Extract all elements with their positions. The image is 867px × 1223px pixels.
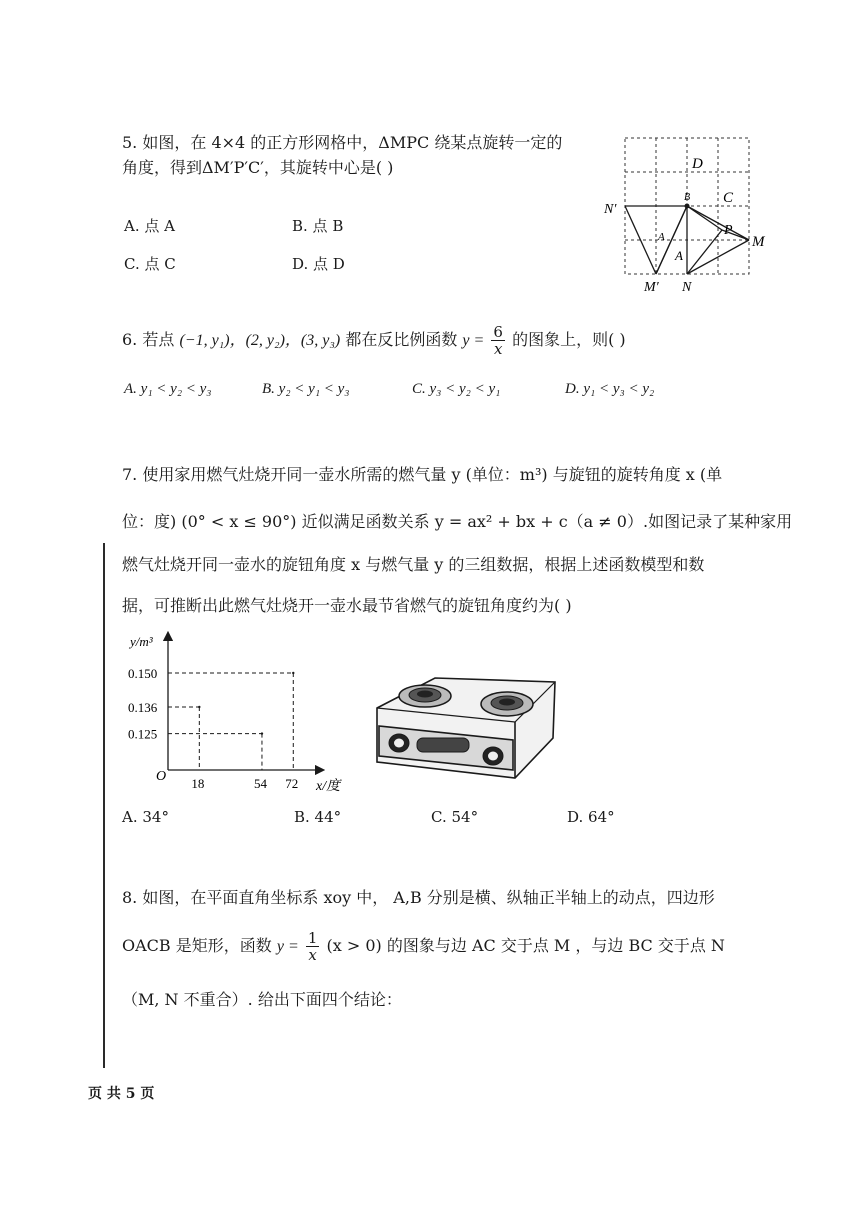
q5-label-nprime: N′ (604, 202, 617, 217)
page-footer: 页 共 5 页 (88, 1086, 155, 1102)
q7-line4: 据，可推断出此燃气灶烧开一壶水最节省燃气的旋钮角度约为( ) (122, 596, 572, 615)
q6-prefix: 6. 若点 (122, 330, 175, 349)
q5-label-n: N (682, 280, 692, 295)
q5-option-c: C. 点 C (124, 255, 176, 273)
q8-line2-prefix: OACB 是矩形，函数 (122, 936, 272, 955)
q7-data-point (292, 672, 294, 674)
q6-mid: 都在反比例函数 (345, 330, 458, 349)
q8-func-lhs: y = (276, 938, 299, 955)
q7-x-label: x/度 (316, 779, 341, 794)
q5-label-a: A (675, 248, 683, 263)
q6-func-lhs: y = (462, 332, 485, 349)
q7-data-point (261, 732, 263, 734)
q5-line1: 5. 如图，在 4×4 的正方形网格中，ΔMPC 绕某点旋转一定的 (122, 133, 563, 152)
q8-line3: （M, N 不重合）. 给出下面四个结论： (122, 990, 402, 1009)
q7-chart (120, 628, 360, 800)
q5-label-b: B (684, 192, 691, 203)
q7-y-tick-label: 0.125 (128, 726, 158, 742)
q7-data-point (198, 706, 200, 708)
q6-option-b: B. y₂ < y₁ < y₃ (262, 381, 350, 397)
q5-label-d: D (692, 156, 703, 172)
q7-option-a: A. 34° (122, 808, 169, 826)
gas-stove-illustration (365, 670, 565, 785)
q5-grid-figure (600, 130, 780, 300)
binding-margin-line (103, 543, 105, 1068)
q7-origin: O (156, 769, 167, 784)
q6-fraction (491, 324, 505, 358)
q7-line1: 7. 使用家用燃气灶烧开同一壶水所需的燃气量 y (单位：m³) 与旋钮的旋转角度 x (单 (122, 465, 723, 484)
q5-rotation-point (685, 204, 690, 209)
q6-option-c: C. y₃ < y₂ < y₁ (412, 381, 501, 397)
q7-option-d: D. 64° (567, 808, 615, 826)
q8-frac-den: x (308, 946, 317, 964)
q7-line3: 燃气灶烧开同一壶水的旋钮角度 x 与燃气量 y 的三组数据，根据上述函数模型和数 (122, 555, 705, 574)
left-burner-icon (399, 685, 451, 707)
q8-line2 (122, 928, 725, 965)
q7-x-tick-label: 54 (253, 776, 267, 791)
q6-frac-den: x (493, 340, 503, 358)
q8-line1: 8. 如图，在平面直角坐标系 xoy 中， A,B 分别是横、纵轴正半轴上的动点，四边形 (122, 888, 715, 907)
q5-label-mprime: M′ (644, 280, 659, 295)
q5-label-c: C (723, 190, 734, 206)
q7-y-tick-label: 0.136 (128, 699, 158, 715)
q5-label-p: P (724, 223, 733, 238)
q7-x-tick-label: 18 (191, 776, 205, 791)
q7-option-c: C. 54° (431, 808, 479, 826)
right-burner-icon (481, 692, 533, 716)
q7-line2: 位：度) (0° < x ≤ 90°) 近似满足函数关系 y = ax² + bx + c（a ≠ 0）.如图记录了某种家用 (122, 512, 793, 531)
q6-option-a: A. y₁ < y₂ < y₃ (124, 381, 212, 397)
q5-option-d: D. 点 D (292, 255, 345, 273)
q5-line2: 角度，得到ΔM′P′C′，其旋转中心是( ) (122, 158, 394, 177)
q7-y-ticks (128, 666, 158, 742)
q7-guides (168, 672, 294, 770)
q8-line2-suffix: (x > 0) 的图象与边 AC 交于点 M ，与边 BC 交于点 N (326, 936, 725, 955)
q7-option-b: B. 44° (294, 808, 342, 826)
q7-y-tick-label: 0.150 (128, 666, 158, 681)
q6-stem (122, 323, 626, 358)
q6-suffix: 的图象上，则( ) (512, 330, 626, 349)
q5-label-a-small: A (658, 231, 665, 243)
q5-label-m: M (752, 234, 765, 250)
q5-option-b: B. 点 B (292, 217, 344, 235)
q8-frac-num: 1 (307, 928, 318, 947)
q7-y-label: y/m³ (130, 634, 153, 649)
q6-frac-num: 6 (493, 322, 503, 341)
q7-x-tick-label: 72 (285, 776, 299, 791)
q8-fraction (306, 930, 320, 964)
q7-x-ticks (191, 776, 298, 791)
q6-points: (−1, y₁)，(2, y₂)，(3, y₃) (179, 332, 341, 349)
q5-option-a: A. 点 A (124, 217, 175, 235)
q6-option-d: D. y₁ < y₃ < y₂ (565, 381, 655, 397)
